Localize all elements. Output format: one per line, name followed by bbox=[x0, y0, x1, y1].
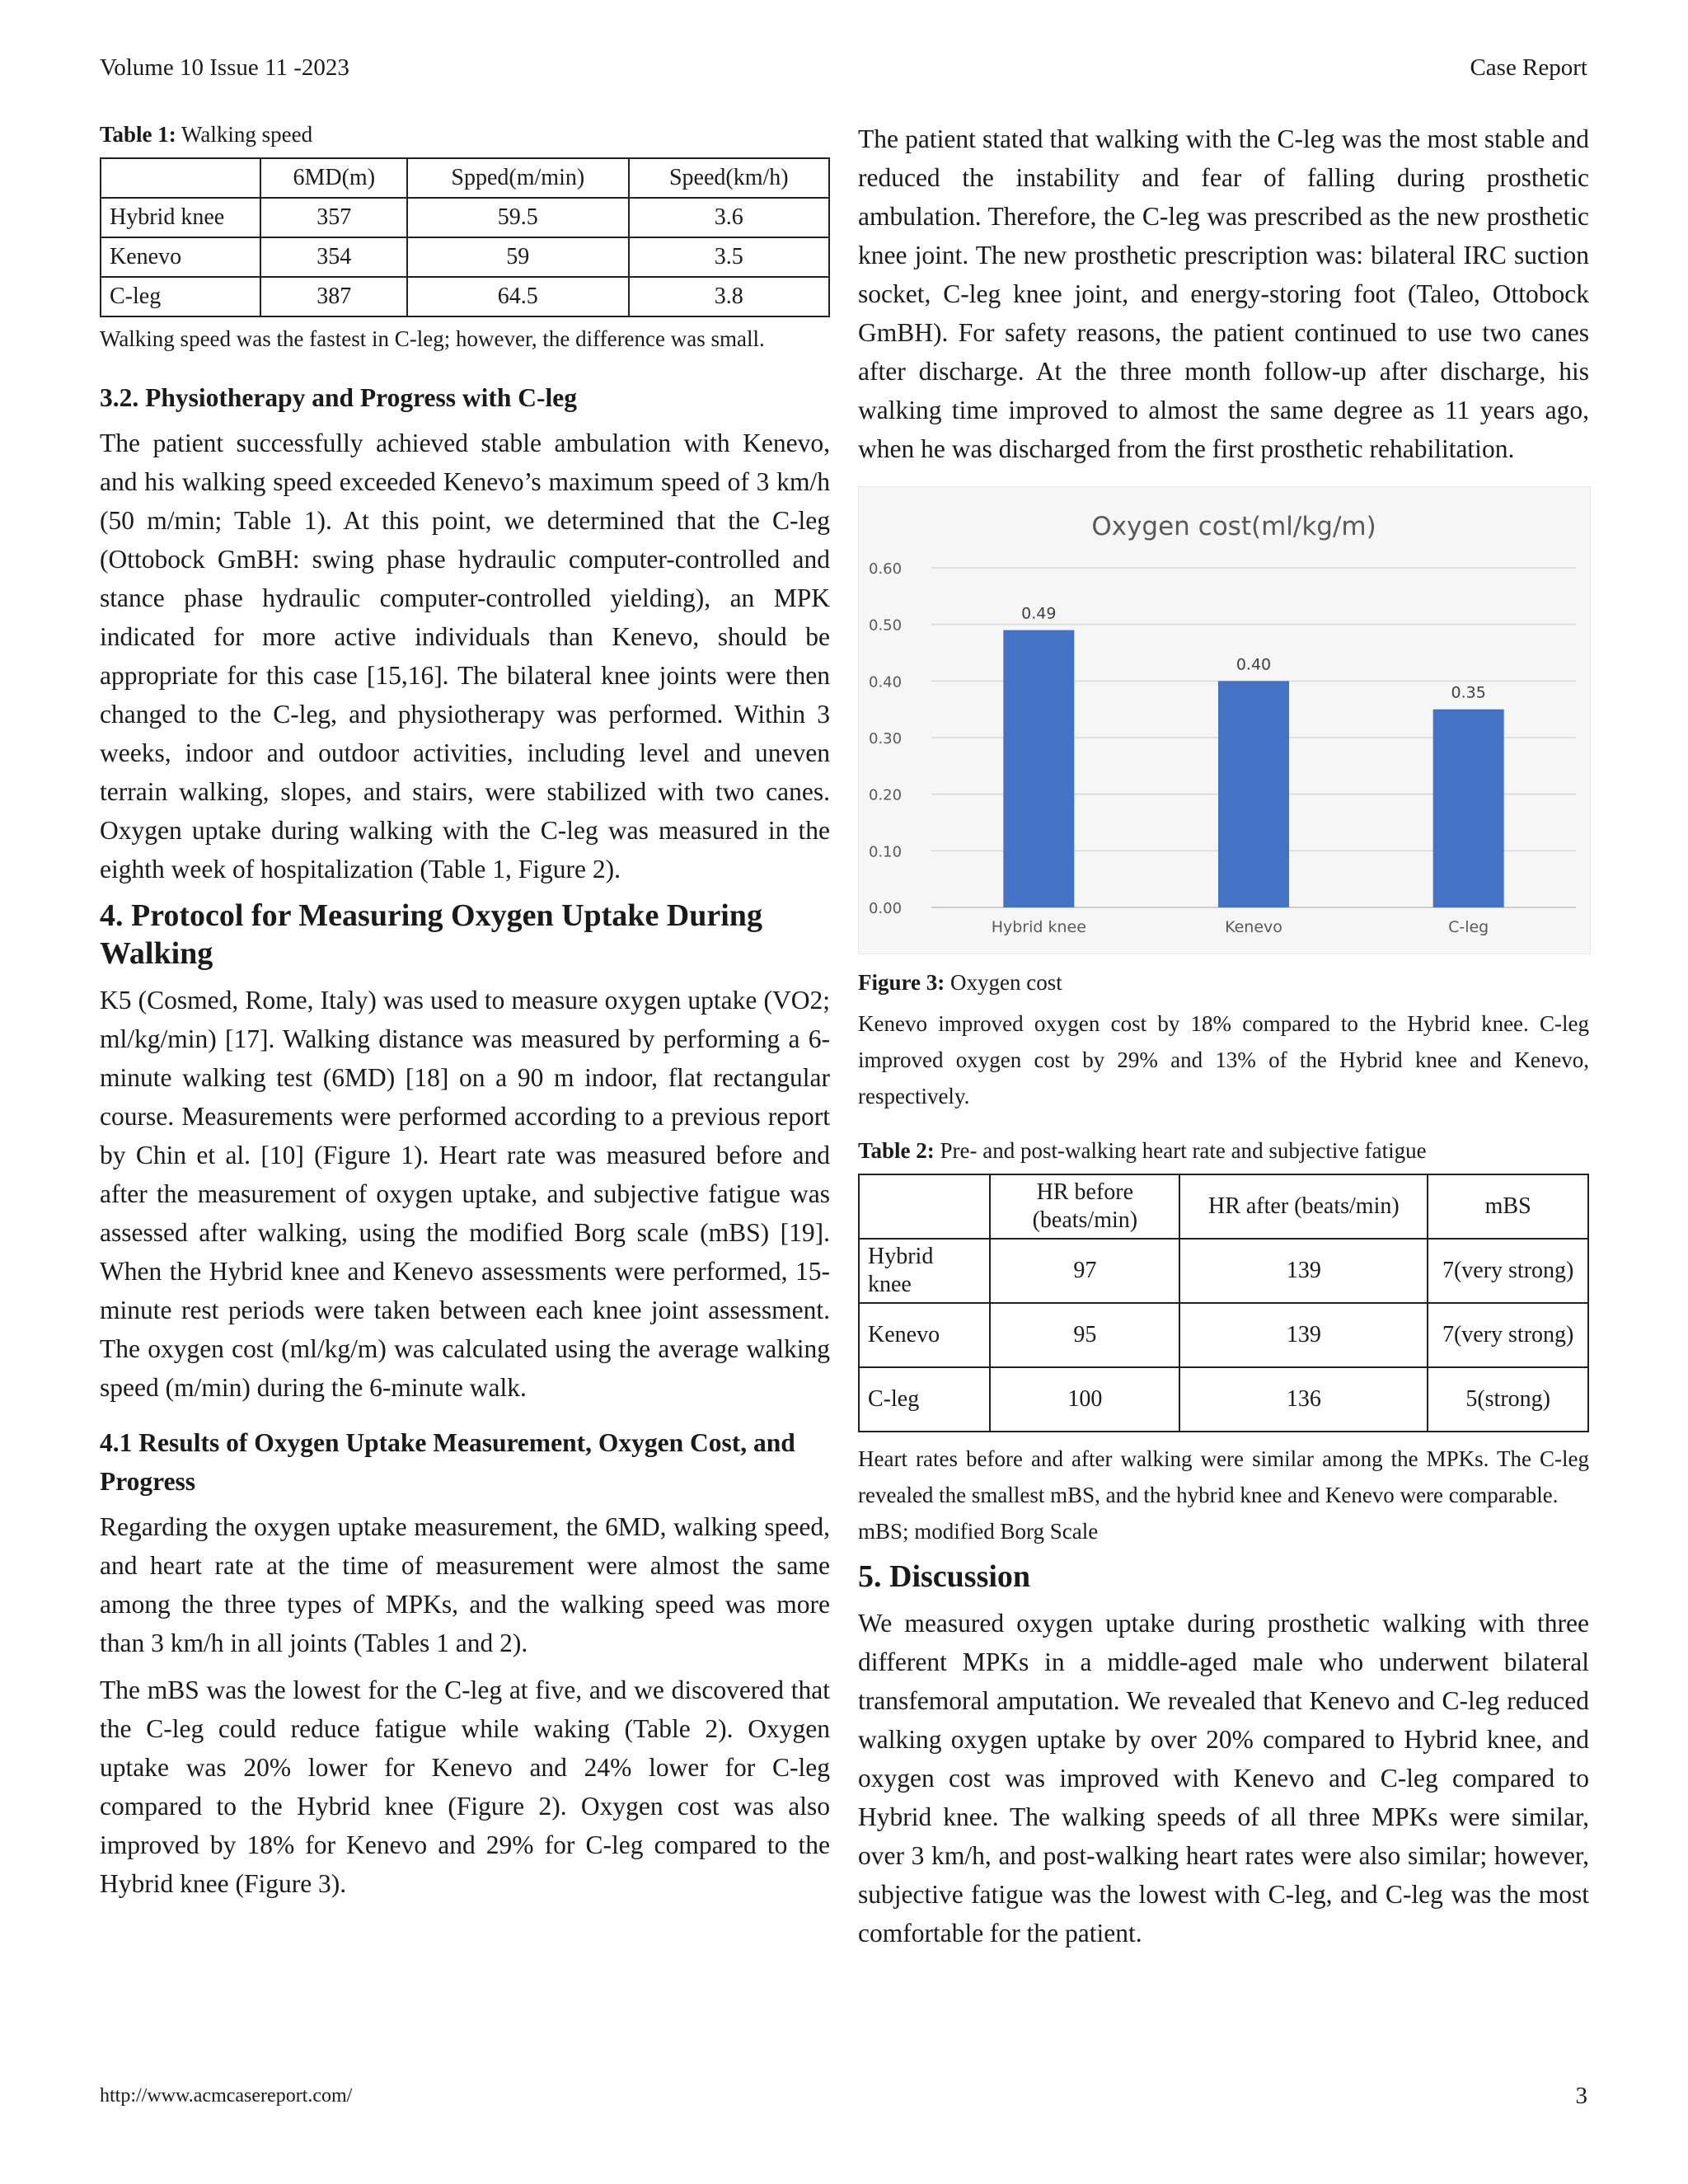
y-tick-label: 0.10 bbox=[869, 843, 903, 861]
section-4-heading: 4. Protocol for Measuring Oxygen Uptake During Walking bbox=[100, 898, 762, 971]
table-row-label: C-leg bbox=[859, 1367, 990, 1432]
table-cell: 139 bbox=[1179, 1303, 1428, 1367]
y-tick-label: 0.40 bbox=[869, 673, 903, 691]
table-row bbox=[859, 1367, 1588, 1432]
y-tick-label: 0.20 bbox=[869, 786, 903, 804]
data-label: 0.40 bbox=[1236, 655, 1272, 674]
table2-abbreviation: mBS; modified Borg Scale bbox=[858, 1519, 1099, 1544]
y-tick-label: 0.60 bbox=[869, 560, 903, 578]
table-header-cell: HR before (beats/min) bbox=[990, 1174, 1179, 1239]
bar-kenevo bbox=[1218, 681, 1289, 907]
table-cell: 3.6 bbox=[629, 198, 829, 237]
figure3-label: Figure 3: bbox=[858, 970, 945, 995]
table-cell: 3.8 bbox=[629, 277, 829, 316]
table-cell: 7(very strong) bbox=[1428, 1239, 1588, 1303]
table-cell: 139 bbox=[1179, 1239, 1428, 1303]
bar-hybrid-knee bbox=[1003, 630, 1074, 907]
table-cell: 100 bbox=[990, 1367, 1179, 1432]
table1-caption bbox=[100, 120, 830, 149]
table-cell: 59 bbox=[407, 237, 628, 277]
section-4-1-heading: 4.1 Results of Oxygen Uptake Measurement, Oxygen Cost, and Progress bbox=[100, 1428, 795, 1496]
table-row-label: Kenevo bbox=[859, 1303, 990, 1367]
footer-url: http://www.acmcasereport.com/ bbox=[100, 2085, 353, 2107]
table-header-cell bbox=[101, 158, 260, 198]
data-label: 0.49 bbox=[1021, 604, 1057, 623]
heart-rate-fatigue-table bbox=[858, 1174, 1589, 1432]
table-cell: 136 bbox=[1179, 1367, 1428, 1432]
table-cell: 97 bbox=[990, 1239, 1179, 1303]
x-tick-label: Hybrid knee bbox=[991, 918, 1086, 936]
figure3-title: Oxygen cost bbox=[950, 970, 1062, 995]
page-number: 3 bbox=[1575, 2083, 1587, 2109]
table-row bbox=[101, 277, 829, 316]
table-cell: 357 bbox=[260, 198, 407, 237]
table1-label: Table 1: bbox=[100, 122, 176, 147]
chart-x-axis bbox=[992, 918, 1489, 936]
table-cell: 3.5 bbox=[629, 237, 829, 277]
table-cell: 95 bbox=[990, 1303, 1179, 1367]
table-cell: 59.5 bbox=[407, 198, 628, 237]
right-intro-paragraph: The patient stated that walking with the C-leg was the most stable and reduced the instability and fear of falling during prosthetic ambulation. Therefore, the C-leg was prescribed as the new prosthetic knee joint. The new prosthetic prescription was: bilateral IRC suction socket, C-leg knee joint, and energy-storing foot (Taleo, Ottobock GmBH). For safety reasons, the patient continued to use two canes after discharge. At the three month follow-up after discharge, his walking time improved to almost the same degree as 11 years ago, when he was discharged from the first prosthetic rehabilitation. bbox=[858, 124, 1589, 463]
table2-note: Heart rates before and after walking were similar among the MPKs. The C-leg revealed the smallest mBS, and the hybrid knee and Kenevo were comparable. bbox=[858, 1446, 1589, 1507]
table-header-cell: mBS bbox=[1428, 1174, 1588, 1239]
table-header-row bbox=[859, 1174, 1588, 1239]
table2-caption bbox=[858, 1136, 1589, 1165]
table1-title: Walking speed bbox=[181, 122, 313, 147]
table-row-label: Hybrid knee bbox=[101, 198, 260, 237]
table-row bbox=[859, 1239, 1588, 1303]
x-tick-label: C-leg bbox=[1448, 918, 1489, 936]
section-3-2-paragraph: The patient successfully achieved stable ambulation with Kenevo, and his walking speed exceeded Kenevo’s maximum speed of 3 km/h (50 m/min; Table 1). At this point, we determined that the C-leg (Ottobock GmBH: swing phase hydraulic computer-controlled and stance phase hydraulic computer-controlled yielding), an MPK indicated for more active individuals than Kenevo, should be appropriate for this case [15,16]. The bilateral knee joints were then changed to the C-leg, and physiotherapy was performed. Within 3 weeks, indoor and outdoor activities, including level and uneven terrain walking, slopes, and stairs, were stabilized with two canes. Oxygen uptake during walking with the C-leg was measured in the eighth week of hospitalization (Table 1, Figure 2). bbox=[100, 429, 830, 883]
table-row-label: Hybrid knee bbox=[859, 1239, 990, 1303]
table-row bbox=[101, 198, 829, 237]
y-tick-label: 0.00 bbox=[869, 900, 903, 917]
walking-speed-table bbox=[100, 157, 830, 317]
chart-bars bbox=[1003, 605, 1503, 907]
table-header-row bbox=[101, 158, 829, 198]
table2-title: Pre- and post-walking heart rate and subjective fatigue bbox=[940, 1138, 1427, 1163]
table-header-cell: 6MD(m) bbox=[260, 158, 407, 198]
data-label: 0.35 bbox=[1451, 683, 1486, 702]
table-header-cell: HR after (beats/min) bbox=[1179, 1174, 1428, 1239]
table-cell: 354 bbox=[260, 237, 407, 277]
table-row bbox=[101, 237, 829, 277]
table-row bbox=[859, 1303, 1588, 1367]
table-row-label: Kenevo bbox=[101, 237, 260, 277]
table-cell: 64.5 bbox=[407, 277, 628, 316]
y-tick-label: 0.50 bbox=[869, 616, 903, 635]
table1-note: Walking speed was the fastest in C-leg; however, the difference was small. bbox=[100, 326, 765, 351]
table-header-cell bbox=[859, 1174, 990, 1239]
chart-y-axis bbox=[869, 560, 902, 917]
journal-volume: Volume 10 Issue 11 -2023 bbox=[100, 54, 349, 81]
figure3-note: Kenevo improved oxygen cost by 18% compared to the Hybrid knee. C-leg improved oxygen cost by 29% and 13% of the Hybrid knee and Kenevo, respectively. bbox=[858, 1011, 1589, 1108]
y-tick-label: 0.30 bbox=[869, 730, 903, 748]
section-5-paragraph: We measured oxygen uptake during prosthetic walking with three different MPKs in a middle-aged male who underwent bilateral transfemoral amputation. We revealed that Kenevo and C-leg reduced walking oxygen uptake by over 20% compared to Hybrid knee, and oxygen cost was improved with Kenevo and C-leg compared to Hybrid knee. The walking speeds of all three MPKs were similar, over 3 km/h, and post-walking heart rates were also similar; however, subjective fatigue was the lowest with C-leg, and C-leg was the most comfortable for the patient. bbox=[858, 1609, 1589, 1947]
oxygen-cost-chart bbox=[858, 486, 1591, 954]
right-column bbox=[858, 120, 1589, 1961]
section-4-1-paragraph-1: Regarding the oxygen uptake measurement, the 6MD, walking speed, and heart rate at the time of measurement were almost the same among the three types of MPKs, and the walking speed was more than 3 km/h in all joints (Tables 1 and 2). bbox=[100, 1512, 830, 1657]
table-header-cell: Speed(km/h) bbox=[629, 158, 829, 198]
section-4-paragraph: K5 (Cosmed, Rome, Italy) was used to measure oxygen uptake (VO2; ml/kg/min) [17]. Walking distance was measured by performing a 6-minute walking test (6MD) [18] on a 90 m indoor, flat rectangular course. Measurements were performed according to a previous report by Chin et al. [10] (Figure 1). Heart rate was measured before and after the measurement of oxygen uptake, and subjective fatigue was assessed after walking, using the modified Borg scale (mBS) [19]. When the Hybrid knee and Kenevo assessments were performed, 15-minute rest periods were taken between each knee joint assessment. The oxygen cost (ml/kg/m) was calculated using the average walking speed (m/min) during the 6-minute walk. bbox=[100, 986, 830, 1402]
section-4-1-paragraph-2: The mBS was the lowest for the C-leg at five, and we discovered that the C-leg could reduce fatigue while waking (Table 2). Oxygen uptake was 20% lower for Kenevo and 24% lower for C-leg compared to the Hybrid knee (Figure 2). Oxygen cost was also improved by 18% for Kenevo and 29% for C-leg compared to the Hybrid knee (Figure 3). bbox=[100, 1675, 830, 1898]
left-column bbox=[100, 120, 830, 1911]
oxygen-cost-chart-svg bbox=[859, 487, 1590, 954]
table-cell: 5(strong) bbox=[1428, 1367, 1588, 1432]
table-header-cell: Spped(m/min) bbox=[407, 158, 628, 198]
bar-c-leg bbox=[1433, 710, 1504, 907]
table-cell: 7(very strong) bbox=[1428, 1303, 1588, 1367]
table-row-label: C-leg bbox=[101, 277, 260, 316]
section-3-2-heading: 3.2. Physiotherapy and Progress with C-leg bbox=[100, 383, 577, 412]
table-cell: 387 bbox=[260, 277, 407, 316]
article-type: Case Report bbox=[1470, 54, 1587, 81]
x-tick-label: Kenevo bbox=[1225, 918, 1282, 936]
figure3-caption bbox=[858, 968, 1589, 997]
section-5-heading: 5. Discussion bbox=[858, 1559, 1031, 1594]
chart-title: Oxygen cost(ml/kg/m) bbox=[1091, 512, 1376, 541]
table2-label: Table 2: bbox=[858, 1138, 935, 1163]
